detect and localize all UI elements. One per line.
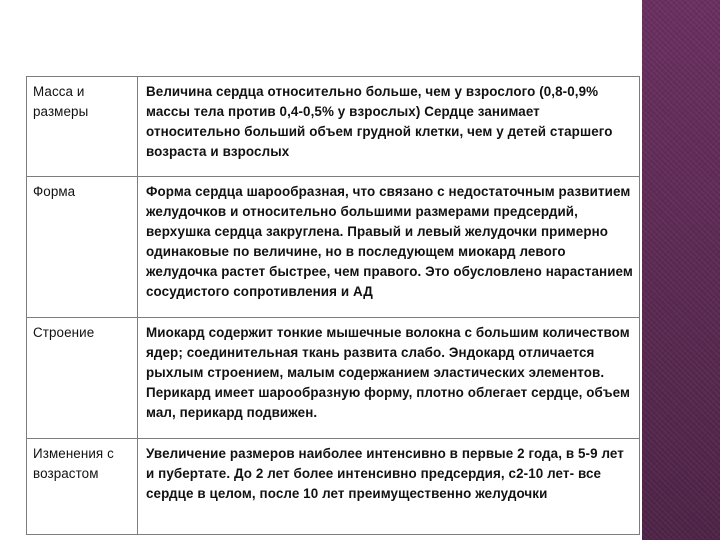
table-row [27, 318, 640, 439]
row-label-structure: Строение [27, 318, 138, 439]
row-text-age-changes: Увеличение размеров наиболее интенсивно в первые 2 года, в 5-9 лет и пубертате. До 2 лет более интенсивно предсердия, с2-10 лет- все сердце в целом, после 10 лет преимущественно желудочки [138, 439, 640, 535]
table-row [27, 177, 640, 318]
decorative-side-band [642, 0, 720, 540]
row-label-age-changes: Изменения с возрастом [27, 439, 138, 535]
row-text-mass-size: Величина сердца относительно больше, чем у взрослого (0,8-0,9% массы тела против 0,4-0,5% у взрослых) Сердце занимает относительно больший объем грудной клетки, чем у детей старшего возраста и взрослых [138, 77, 640, 177]
table-row [27, 439, 640, 535]
row-text-structure: Миокард содержит тонкие мышечные волокна с большим количеством ядер; соединительная ткань развита слабо. Эндокард отличается рыхлым строением, малым содержанием эластических элементов. Перикард имеет шарообразную форму, плотно облегает сердце, объем мал, перикард подвижен. [138, 318, 640, 439]
row-label-mass-size: Масса и размеры [27, 77, 138, 177]
row-label-shape: Форма [27, 177, 138, 318]
row-text-shape: Форма сердца шарообразная, что связано с недостаточным развитием желудочков и относительно большими размерами предсердий, верхушка сердца закруглена. Правый и левый желудочки примерно одинаковые по величине, но в последующем миокард левого желудочка растет быстрее, чем правого. Это обусловлено нарастанием сосудистого сопротивления и АД [138, 177, 640, 318]
table-row [27, 77, 640, 177]
heart-characteristics-table [26, 76, 640, 535]
